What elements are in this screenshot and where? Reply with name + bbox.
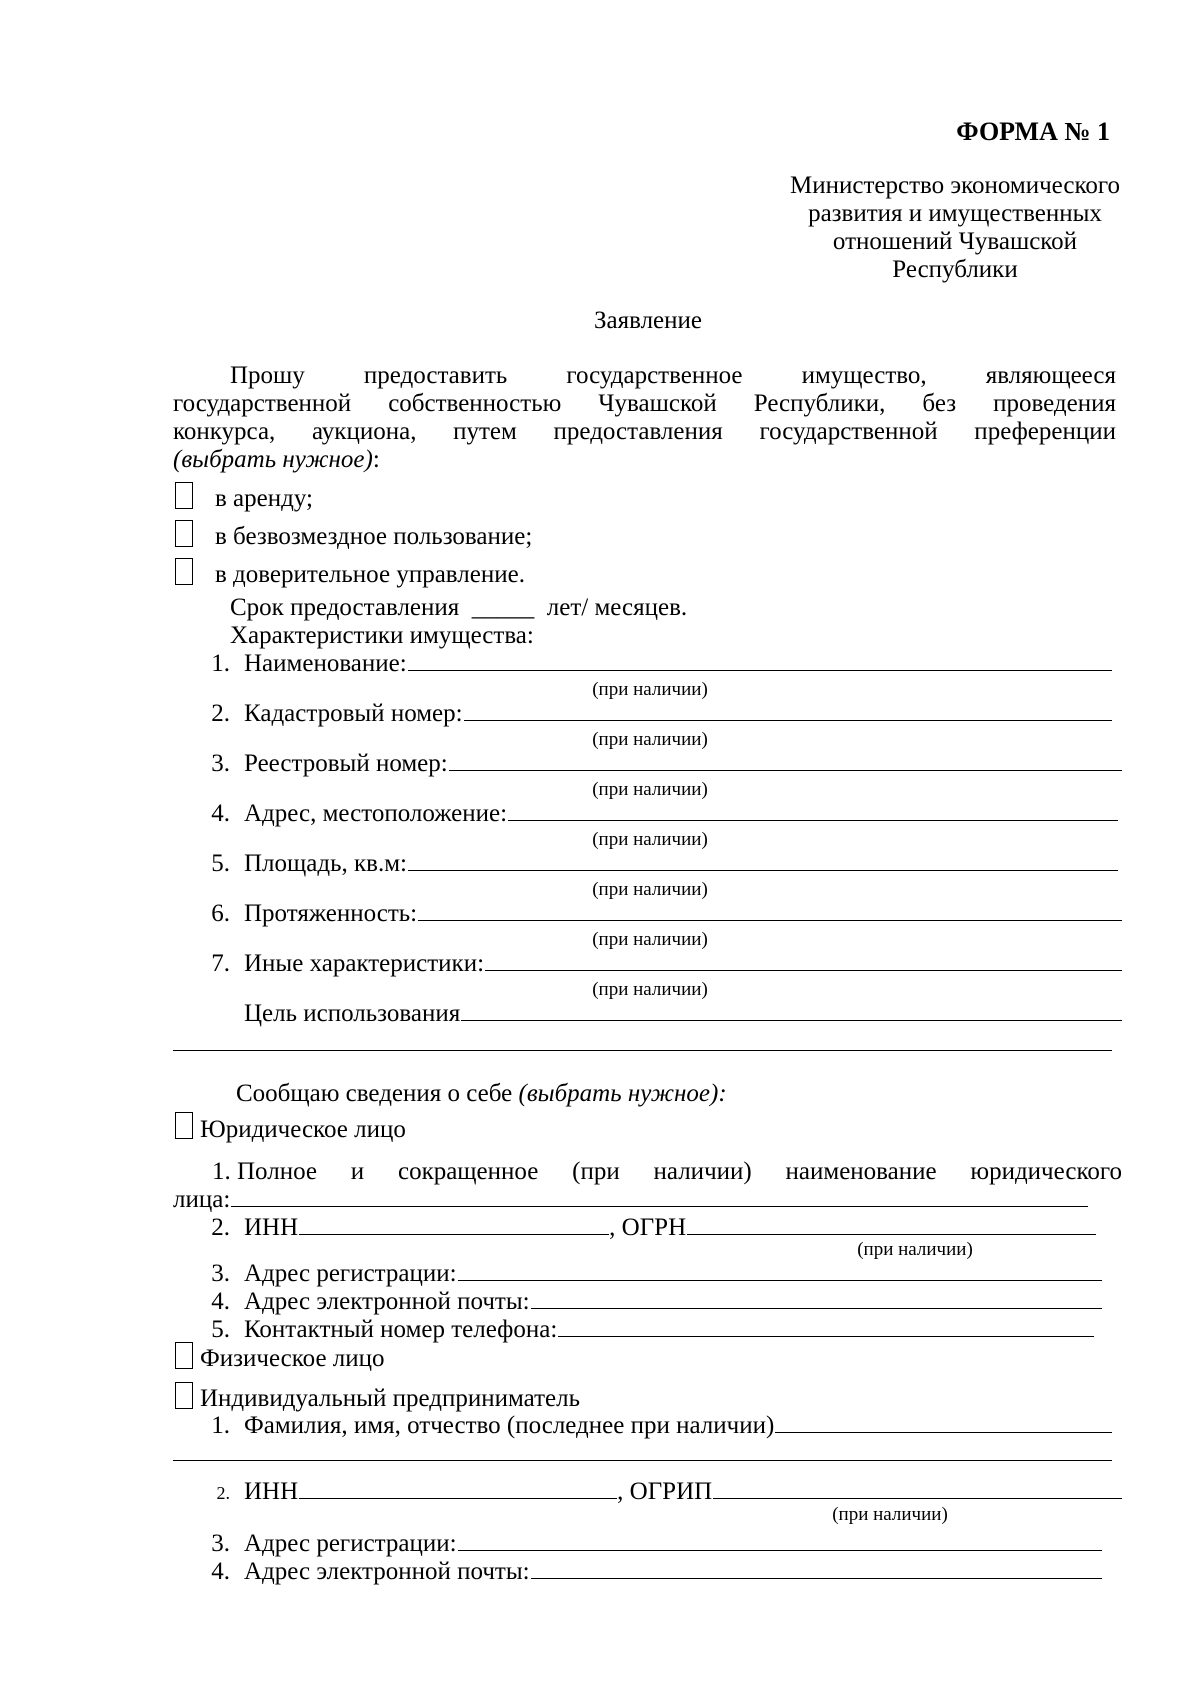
length-input[interactable] <box>418 900 1122 921</box>
fio-row <box>200 1412 1112 1440</box>
item-label: Адрес электронной почты: <box>244 1558 530 1585</box>
characteristic-label: Реестровый номер: <box>244 750 448 777</box>
term-label: Срок предоставления <box>230 594 460 621</box>
self-info-heading <box>236 1080 727 1108</box>
hint: (при наличии) <box>592 729 708 750</box>
legal-name-row <box>212 1158 1122 1186</box>
characteristic-row <box>200 650 1112 678</box>
word: 1. Полное <box>212 1158 317 1185</box>
ip-email-row <box>200 1558 1102 1586</box>
item-number: 2. <box>211 1214 230 1241</box>
option-lease-label: в аренду; <box>215 485 313 512</box>
legal-entity-checkbox[interactable] <box>175 1112 193 1139</box>
trust-management-checkbox[interactable] <box>175 558 193 585</box>
hint: (при наличии) <box>592 879 708 900</box>
hint: (при наличии) <box>857 1239 973 1260</box>
addressee-line: развития и имущественных <box>808 200 1102 227</box>
ogrip-input[interactable] <box>713 1478 1122 1499</box>
inn-input[interactable] <box>299 1478 617 1499</box>
item-label: Адрес электронной почты: <box>244 1288 530 1315</box>
term-row <box>230 594 687 622</box>
purpose-row <box>244 1000 1122 1028</box>
option-trust-label: в доверительное управление. <box>215 561 525 588</box>
cadastral-number-input[interactable] <box>464 700 1112 721</box>
item-number: 7. <box>211 950 230 977</box>
intro-line-1 <box>230 362 1116 390</box>
ip-address-input[interactable] <box>458 1530 1102 1551</box>
intro-line-2: государственной собственностью Чувашской Республики, без проведения <box>173 390 1116 417</box>
ip-email-input[interactable] <box>531 1558 1102 1579</box>
intro-line-4 <box>173 446 380 474</box>
item-number: 4. <box>211 1558 230 1585</box>
legal-inn-row <box>200 1214 1096 1242</box>
word: и <box>350 1158 365 1185</box>
characteristic-label: Наименование: <box>244 650 407 677</box>
ogrip-label: , ОГРИП <box>617 1478 713 1505</box>
colon: : <box>372 446 380 473</box>
intro-word: имущество, <box>801 362 927 389</box>
free-use-checkbox[interactable] <box>175 520 193 547</box>
item-number: 3. <box>211 750 230 777</box>
inn-label: ИНН <box>244 1478 299 1505</box>
other-characteristics-input[interactable] <box>485 950 1122 971</box>
intro-word: Прошу <box>230 362 305 389</box>
legal-address-input[interactable] <box>458 1260 1102 1281</box>
legal-phone-input[interactable] <box>558 1316 1094 1337</box>
ip-address-row <box>200 1530 1102 1558</box>
name-input[interactable] <box>408 650 1112 671</box>
word: юридического <box>970 1158 1122 1185</box>
choice-note: (выбрать нужное) <box>173 446 373 473</box>
fio-input-continued[interactable] <box>173 1440 1112 1461</box>
hint: (при наличии) <box>832 1504 948 1525</box>
addressee-line: Министерство экономического <box>790 172 1120 199</box>
item-number: 3. <box>211 1530 230 1557</box>
item-label: Контактный номер телефона: <box>244 1316 558 1343</box>
addressee <box>740 172 1170 284</box>
purpose-label: Цель использования <box>244 1000 461 1027</box>
item-number: 2. <box>216 1483 230 1503</box>
hint: (при наличии) <box>592 779 708 800</box>
term-unit: лет/ месяцев. <box>546 594 688 621</box>
characteristics-title: Характеристики имущества: <box>230 622 534 649</box>
ogrn-input[interactable] <box>687 1214 1096 1235</box>
legal-name-row-2 <box>173 1186 1088 1214</box>
legal-phone-row <box>200 1316 1094 1344</box>
legal-address-row <box>200 1260 1102 1288</box>
entrepreneur-label: Индивидуальный предприниматель <box>200 1385 580 1412</box>
form-title: ФОРМА № 1 <box>956 117 1110 146</box>
option-free-use-label: в безвозмездное пользование; <box>215 523 533 550</box>
lease-checkbox[interactable] <box>175 482 193 509</box>
intro-word: являющееся <box>985 362 1116 389</box>
item-number: 3. <box>211 1260 230 1287</box>
inn-label: ИНН <box>244 1214 299 1241</box>
entrepreneur-checkbox[interactable] <box>175 1382 193 1409</box>
item-label: Адрес регистрации: <box>244 1260 457 1287</box>
term-input[interactable]: _____ <box>471 594 535 621</box>
item-number: 2. <box>211 700 230 727</box>
fio-label: Фамилия, имя, отчество (последнее при наличии) <box>244 1412 775 1439</box>
registry-number-input[interactable] <box>449 750 1122 771</box>
item-number: 4. <box>211 1288 230 1315</box>
item-label: Адрес регистрации: <box>244 1530 457 1557</box>
characteristic-row <box>200 850 1118 878</box>
addressee-line: Республики <box>892 256 1018 283</box>
legal-entity-label: Юридическое лицо <box>200 1116 406 1143</box>
individual-label: Физическое лицо <box>200 1345 385 1372</box>
characteristic-label: Кадастровый номер: <box>244 700 463 727</box>
characteristic-label: Иные характеристики: <box>244 950 485 977</box>
word: наличии) <box>653 1158 752 1185</box>
word: наименование <box>785 1158 937 1185</box>
characteristic-row <box>200 800 1118 828</box>
intro-word: государственное <box>566 362 743 389</box>
legal-name-input[interactable] <box>231 1186 1088 1207</box>
characteristic-row <box>200 700 1112 728</box>
fio-input[interactable] <box>775 1412 1112 1433</box>
characteristic-label: Протяженность: <box>244 900 418 927</box>
purpose-input[interactable] <box>461 1000 1122 1021</box>
address-input[interactable] <box>508 800 1118 821</box>
intro-line-3: конкурса, аукциона, путем предоставления государственной преференции <box>173 418 1116 445</box>
ogrn-label: , ОГРН <box>609 1214 687 1241</box>
intro-word: предоставить <box>363 362 508 389</box>
hint: (при наличии) <box>592 679 708 700</box>
characteristic-label: Площадь, кв.м: <box>244 850 407 877</box>
hint: (при наличии) <box>592 979 708 1000</box>
self-info-text: Сообщаю сведения о себе <box>236 1080 519 1107</box>
ogrip-row <box>200 1478 1122 1507</box>
characteristic-label: Адрес, местоположение: <box>244 800 508 827</box>
legal-name-label: лица: <box>173 1186 231 1213</box>
document-title: Заявление <box>593 307 703 334</box>
characteristic-row <box>200 750 1122 778</box>
word: (при <box>572 1158 620 1185</box>
item-number: 6. <box>211 900 230 927</box>
inn-input[interactable] <box>299 1214 609 1235</box>
area-input[interactable] <box>408 850 1118 871</box>
item-number: 1. <box>211 1412 230 1439</box>
individual-checkbox[interactable] <box>175 1342 193 1369</box>
word: сокращенное <box>397 1158 539 1185</box>
characteristic-row <box>200 900 1122 928</box>
purpose-input-continued[interactable] <box>173 1050 1112 1051</box>
legal-email-row <box>200 1288 1102 1316</box>
item-number: 5. <box>211 1316 230 1343</box>
addressee-line: отношений Чувашской <box>832 228 1078 255</box>
characteristic-row <box>200 950 1122 978</box>
hint: (при наличии) <box>592 829 708 850</box>
hint: (при наличии) <box>592 929 708 950</box>
legal-email-input[interactable] <box>531 1288 1102 1309</box>
item-number: 1. <box>211 650 230 677</box>
item-number: 5. <box>211 850 230 877</box>
item-number: 4. <box>211 800 230 827</box>
self-info-note: (выбрать нужное): <box>518 1080 727 1107</box>
